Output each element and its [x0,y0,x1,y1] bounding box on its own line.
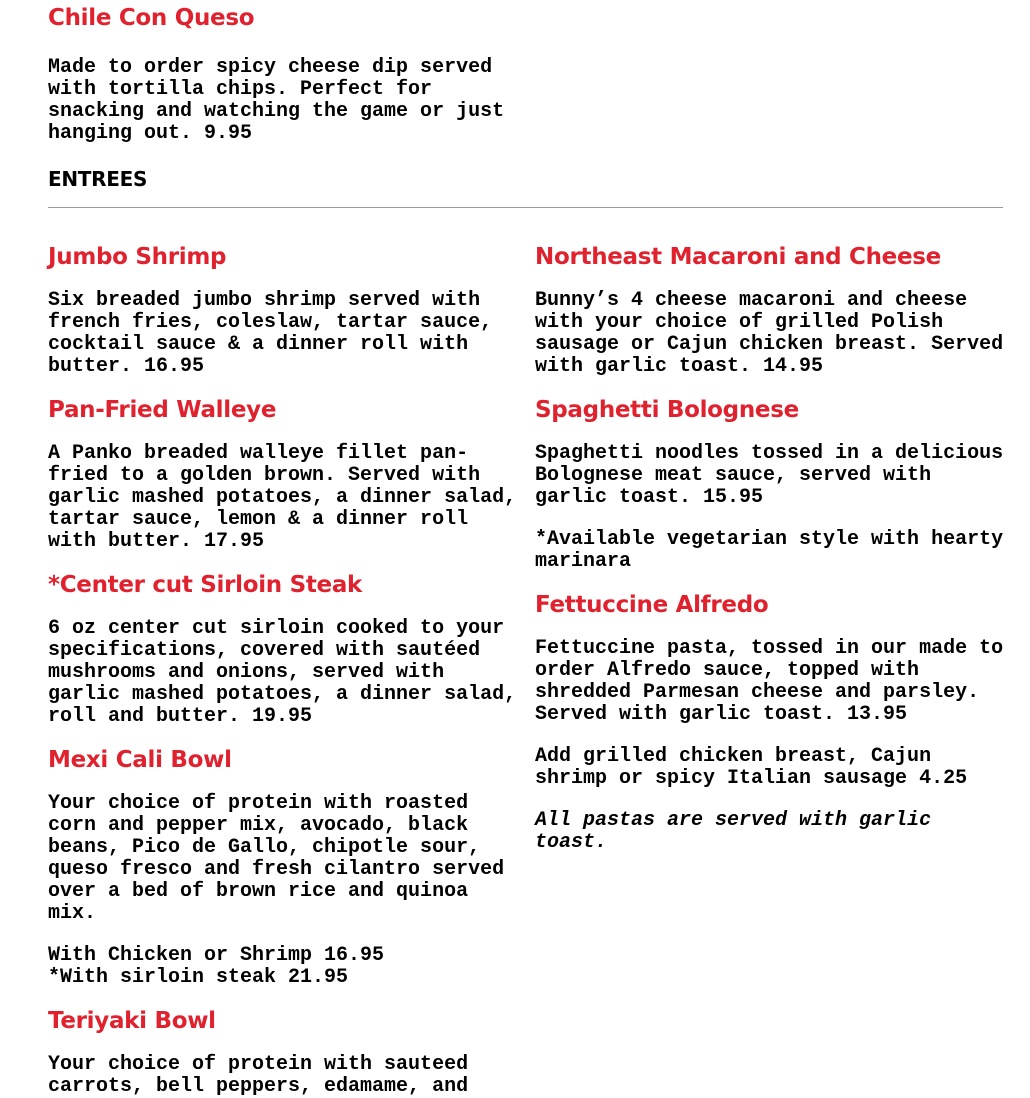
item-description: Your choice of protein with roasted corn and pepper mix, avocado, black beans, Pico de Gallo, chipotle sour, queso fresco and fresh cilantro served over a bed of brown rice and quinoa mix. [48,792,505,925]
item-description: Fettuccine pasta, tossed in our made to order Alfredo sauce, topped with shredded Parmesan cheese and parsley. Served with garlic toast. 13.95 [535,637,1004,726]
section-heading-entrees: ENTREES [48,167,148,191]
item-price-sirloin: *With sirloin steak 21.95 [48,966,349,989]
menu-item-fettuccine-alfredo [535,592,1005,854]
item-footnote-pastas: All pastas are served with garlic toast. [535,809,932,854]
menu-item-sirloin-steak [48,572,518,728]
item-addon: Add grilled chicken breast, Cajun shrimp or spicy Italian sausage 4.25 [535,745,968,790]
item-title: Teriyaki Bowl [48,1008,216,1034]
menu-item-spaghetti-bolognese [535,397,1005,573]
menu-item-teriyaki-bowl [48,1008,518,1098]
item-title: Pan-Fried Walleye [48,397,277,423]
section-divider [48,207,1003,208]
menu-item-chile-con-queso [48,5,518,145]
menu-item-jumbo-shrimp [48,244,518,378]
item-description: Your choice of protein with sauteed carrots, bell peppers, edamame, and [48,1053,469,1098]
menu-item-mexi-cali-bowl [48,747,518,989]
menu-item-pan-fried-walleye [48,397,518,553]
item-description: Spaghetti noodles tossed in a delicious Bolognese meat sauce, served with garlic toast. 15.95 [535,442,1004,509]
item-title: Fettuccine Alfredo [535,592,769,618]
item-title: Chile Con Queso [48,5,255,31]
item-description: Made to order spicy cheese dip served with tortilla chips. Perfect for snacking and watching the game or just hanging out. 9.95 [48,56,505,145]
item-title: Northeast Macaroni and Cheese [535,244,941,270]
item-title: *Center cut Sirloin Steak [48,572,363,598]
item-description: Bunny’s 4 cheese macaroni and cheese with your choice of grilled Polish sausage or Cajun chicken breast. Served with garlic toast. 14.95 [535,289,1004,378]
item-title: Jumbo Shrimp [48,244,227,270]
item-note-vegetarian: *Available vegetarian style with hearty marinara [535,528,1004,573]
item-title: Mexi Cali Bowl [48,747,232,773]
item-description: A Panko breaded walleye fillet pan-fried to a golden brown. Served with garlic mashed potatoes, a dinner salad, tartar sauce, lemon & a dinner roll with butter. 17.95 [48,442,517,553]
item-description: Six breaded jumbo shrimp served with french fries, coleslaw, tartar sauce, cocktail sauce & a dinner roll with butter. 16.95 [48,289,493,378]
item-price-chicken-shrimp: With Chicken or Shrimp 16.95 [48,944,385,967]
item-description: 6 oz center cut sirloin cooked to your specifications, covered with sautéed mushrooms and onions, served with garlic mashed potatoes, a dinner salad, roll and butter. 19.95 [48,617,517,728]
menu-item-northeast-mac-and-cheese [535,244,1005,378]
item-title: Spaghetti Bolognese [535,397,799,423]
